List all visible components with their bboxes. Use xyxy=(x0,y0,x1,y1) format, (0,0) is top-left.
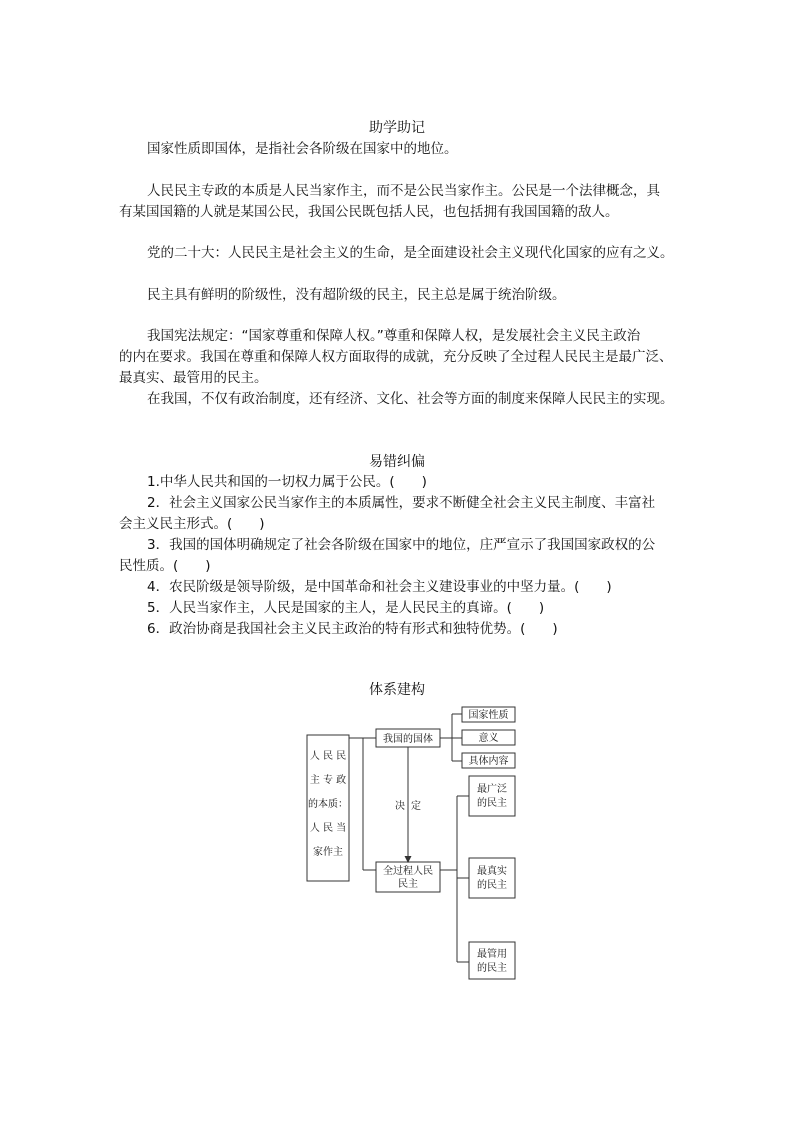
notes-line: 民主具有鲜明的阶级性，没有超阶级的民主，民主总是属于统治阶级。 xyxy=(147,287,566,303)
notes-line: 最真实、最管用的民主。 xyxy=(119,370,268,386)
notes-line: 国家性质即国体，是指社会各阶级在国家中的地位。 xyxy=(147,141,458,157)
notes-line: 有某国国籍的人就是某国公民，我国公民既包括人民，也包括拥有我国国籍的敌人。 xyxy=(119,204,619,220)
quan-item-label: 最真实 xyxy=(477,866,507,877)
decide-label: 定 xyxy=(411,801,421,812)
quan-item-label: 最广泛 xyxy=(477,784,507,795)
guoti-item-label: 国家性质 xyxy=(468,710,509,721)
errors-line: 民性质。( ) xyxy=(119,558,211,574)
left-box-line: 家作主 xyxy=(313,847,343,858)
notes-title: 助学助记 xyxy=(369,120,425,136)
decide-label: 决 xyxy=(395,801,405,812)
errors-line: 4．农民阶级是领导阶级，是中国革命和社会主义建设事业的中坚力量。( ) xyxy=(147,579,612,595)
errors-line: 2．社会主义国家公民当家作主的本质属性，要求不断健全社会主义民主制度、丰富社 xyxy=(147,495,656,511)
left-box-line: 的本质： xyxy=(308,799,348,810)
concept-diagram xyxy=(300,700,530,990)
diagram-title: 体系建构 xyxy=(369,682,425,698)
quan-item-box xyxy=(469,776,515,816)
left-box-line: 主 专 政 xyxy=(309,775,347,786)
quan-label: 民主 xyxy=(398,879,418,890)
errors-line: 会主义民主形式。( ) xyxy=(119,516,265,532)
quan-item-label: 最管用 xyxy=(477,949,507,960)
notes-line: 人民民主专政的本质是人民当家作主，而不是公民当家作主。公民是一个法律概念，具 xyxy=(147,183,660,199)
quan-item-box xyxy=(469,858,515,898)
quan-item-label: 的民主 xyxy=(477,880,507,891)
notes-line: 的内在要求。我国在尊重和保障人权方面取得的成就，充分反映了全过程人民民主是最广泛、 xyxy=(119,349,673,365)
quan-item-label: 的民主 xyxy=(477,963,507,974)
errors-line: 1.中华人民共和国的一切权力属于公民。( ) xyxy=(147,474,427,490)
errors-line: 5．人民当家作主，人民是国家的主人，是人民民主的真谛。( ) xyxy=(147,600,545,616)
left-box-line: 人 民 当 xyxy=(309,823,347,834)
guoti-item-label: 具体内容 xyxy=(468,756,509,767)
left-box-line: 人 民 民 xyxy=(309,751,347,762)
errors-title: 易错纠偏 xyxy=(369,454,425,470)
quan-item-label: 的民主 xyxy=(477,798,507,809)
errors-line: 6．政治协商是我国社会主义民主政治的特有形式和独特优势。( ) xyxy=(147,621,558,637)
guoti-item-label: 意义 xyxy=(478,733,499,744)
notes-line: 党的二十大：人民民主是社会主义的生命，是全面建设社会主义现代化国家的应有之义。 xyxy=(147,245,674,261)
guoti-label: 我国的国体 xyxy=(383,734,433,745)
quan-label: 全过程人民 xyxy=(383,866,433,877)
notes-line: 我国宪法规定：“国家尊重和保障人权。”尊重和保障人权，是发展社会主义民主政治 xyxy=(147,328,641,344)
notes-line: 在我国，不仅有政治制度，还有经济、文化、社会等方面的制度来保障人民民主的实现。 xyxy=(147,391,674,407)
errors-line: 3．我国的国体明确规定了社会各阶级在国家中的地位，庄严宣示了我国国家政权的公 xyxy=(147,537,656,553)
